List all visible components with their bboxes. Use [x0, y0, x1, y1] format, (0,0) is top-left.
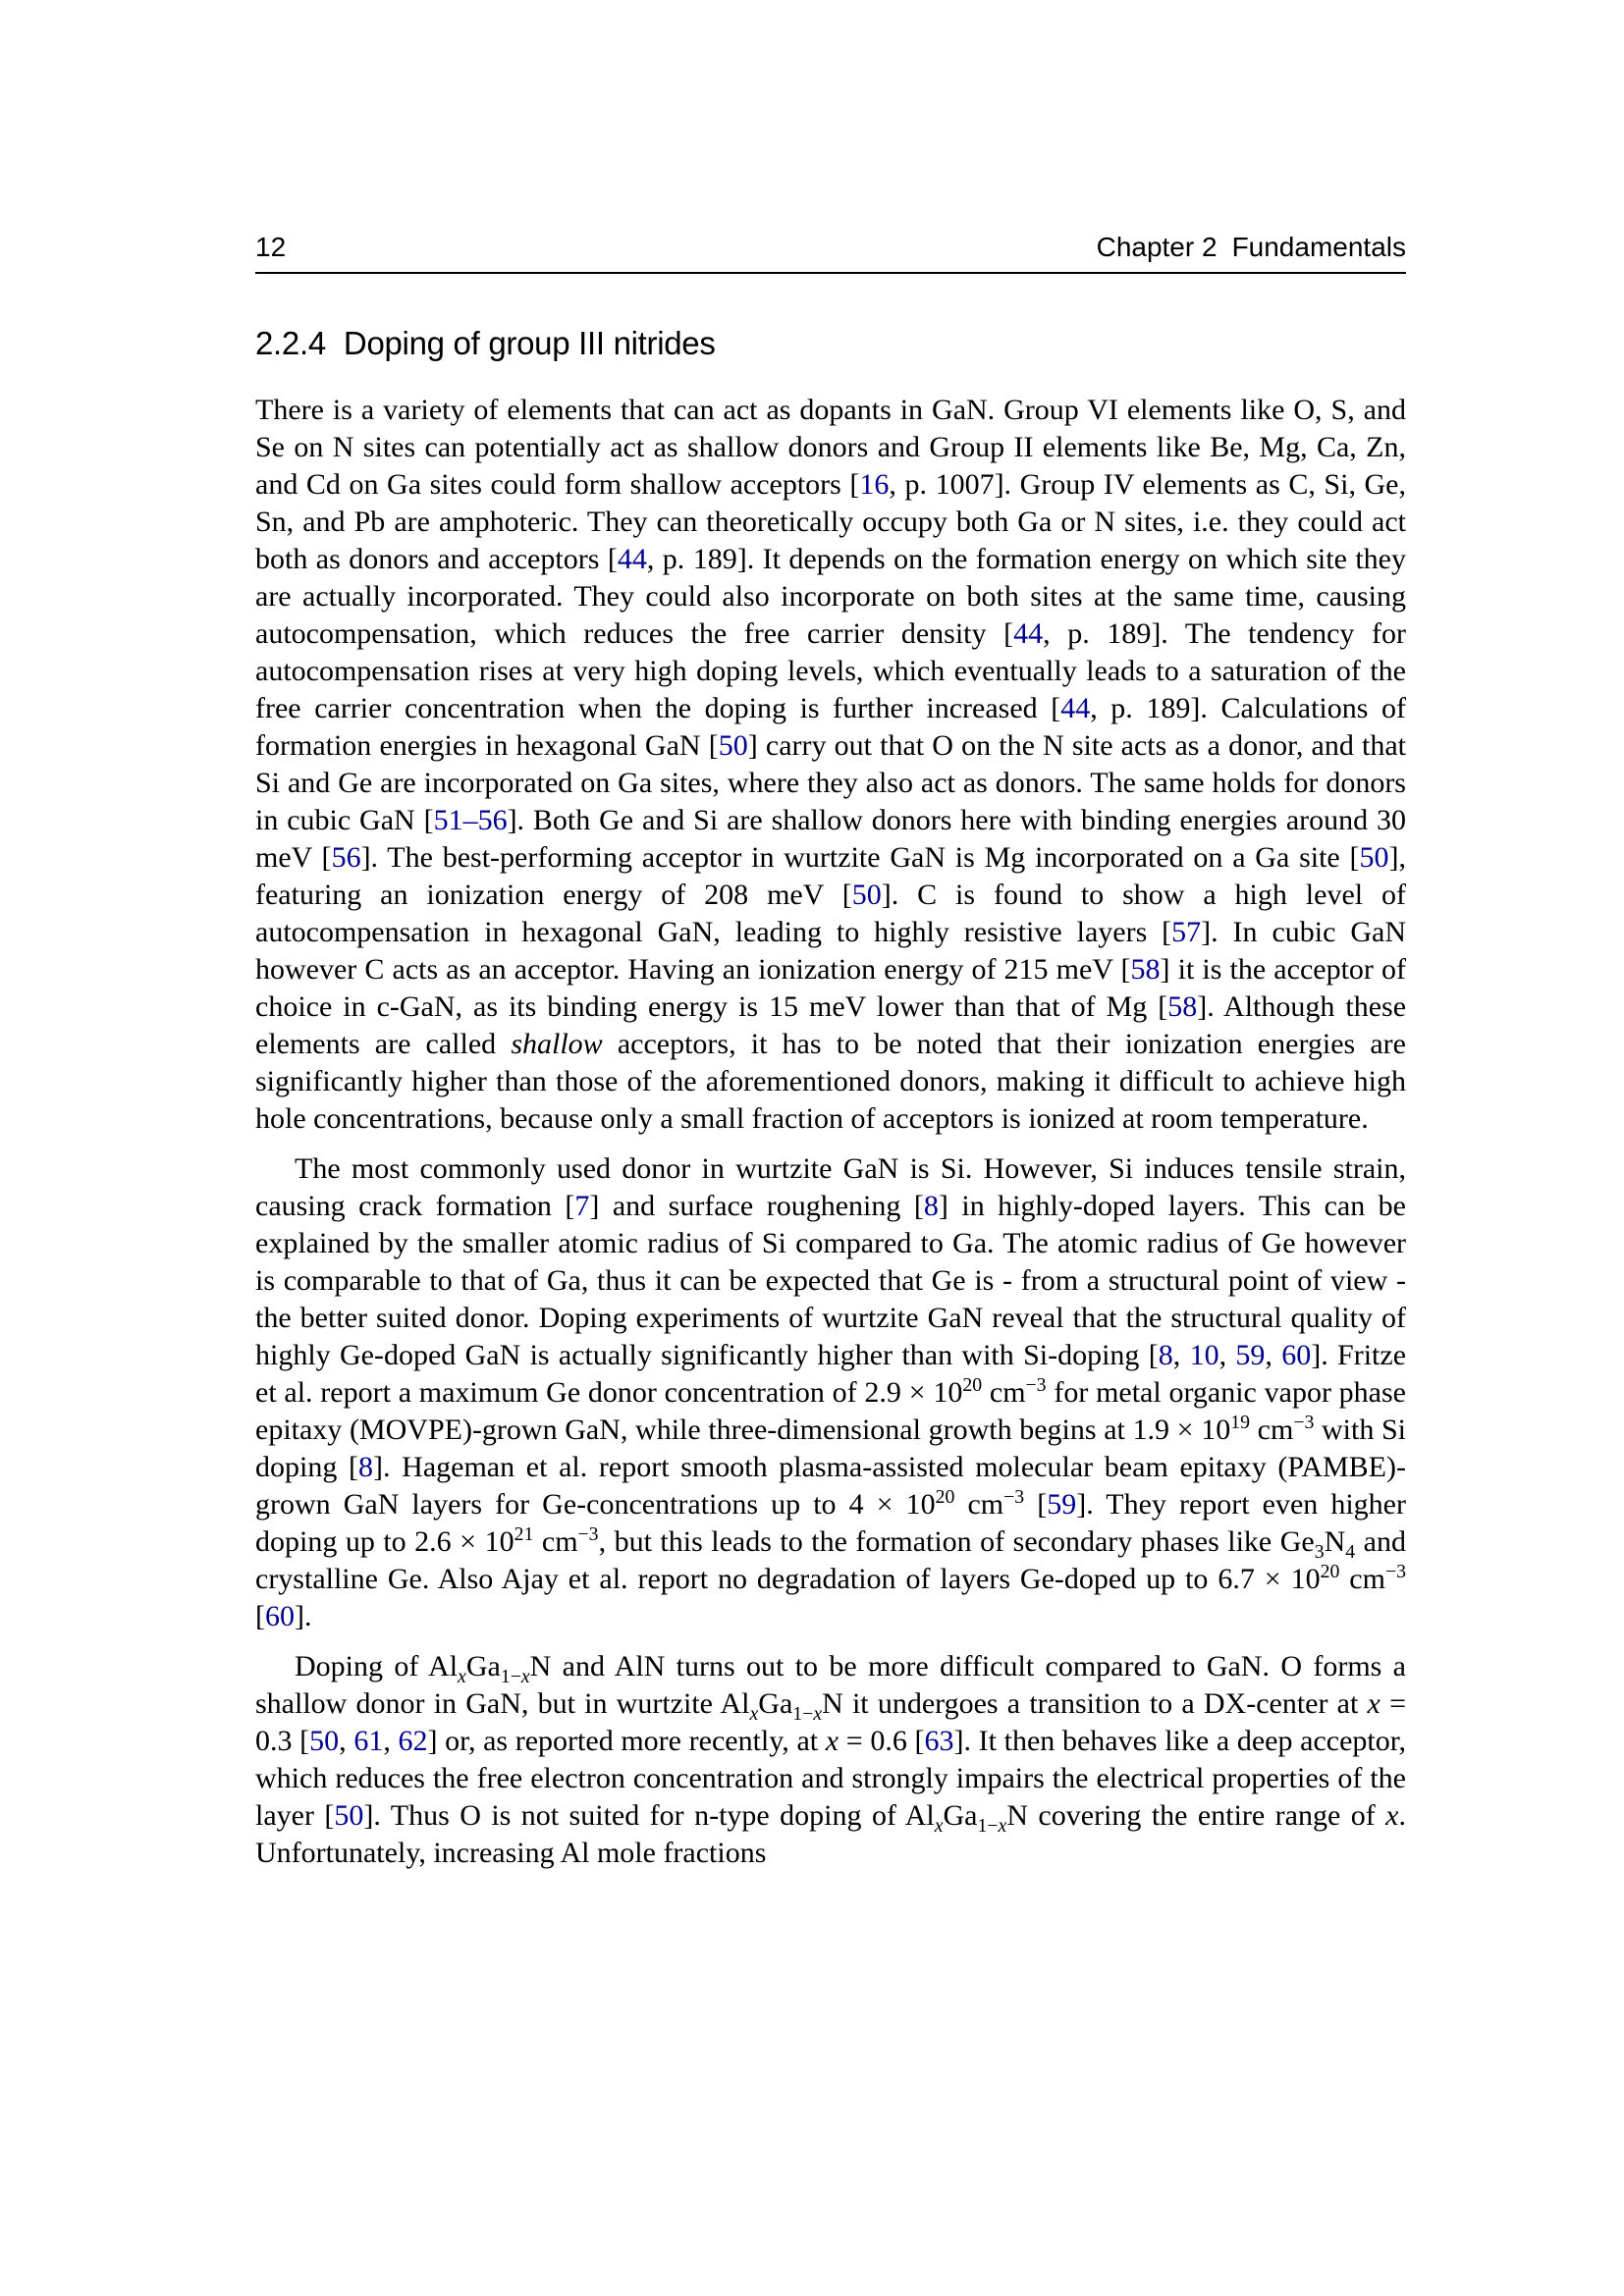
citation-link[interactable]: 16	[859, 467, 890, 501]
text-run: −3	[577, 1522, 599, 1545]
text-run: 3	[1314, 1540, 1325, 1563]
text-run: ]. Both Ge and Si are shallow donors here with binding energies around 30 meV [	[255, 803, 1406, 874]
text-run: = 0.3 [	[255, 1686, 1406, 1757]
text-run: [	[255, 1599, 265, 1632]
citation-link[interactable]: 57	[1171, 915, 1202, 948]
text-run: 21	[514, 1522, 534, 1545]
text-run: −3	[1003, 1485, 1025, 1508]
text-run: x	[825, 1724, 839, 1757]
text-run: 1−	[977, 1814, 999, 1837]
text-run: ].	[295, 1599, 312, 1632]
text-run: , p. 189]. Calculations of formation energies in hexagonal GaN [	[255, 691, 1407, 762]
text-run: ] in highly-doped layers. This can be explained by the smaller atomic radius of Si compared to Ga. The atomic radius of Ge however is comparable to that of Ga, thus it can be expected that Ge is - from a structural point of view - the better suited donor. Doping experiments of wurtzite GaN reveal that the structural quality of highly Ge-doped GaN is actually significantly higher than with Si-doping [	[255, 1189, 1407, 1371]
text-run: . Unfortunately, increasing Al mole fractions	[255, 1798, 1406, 1869]
citation-link[interactable]: 44	[1060, 691, 1091, 724]
page-number: 12	[255, 232, 287, 262]
section-title: Doping of group III nitrides	[343, 325, 716, 361]
text-run: cm	[954, 1487, 1004, 1521]
text-run: ,	[1265, 1338, 1282, 1371]
paragraph	[255, 392, 1406, 1138]
running-head	[1097, 234, 1406, 261]
page-header	[255, 234, 1406, 272]
paragraph	[255, 1648, 1406, 1872]
citation-link[interactable]: 8	[1158, 1338, 1173, 1371]
citation-link[interactable]: 58	[1167, 989, 1198, 1023]
text-run: x	[458, 1665, 466, 1687]
text-run: ,	[1218, 1338, 1236, 1371]
text-run: 20	[962, 1373, 983, 1396]
text-run: 20	[1320, 1560, 1340, 1582]
text-run: x	[520, 1665, 530, 1687]
text-run: 19	[1230, 1411, 1250, 1433]
citation-link[interactable]: 8	[358, 1450, 373, 1483]
text-run: −3	[1384, 1560, 1406, 1582]
text-run: , p. 189]. It depends on the formation energy on which site they are actually incorporated. They could also incorporate on both sites at the same time, causing autocompensation, which reduces the free carrier density [	[255, 542, 1406, 650]
text-run: and crystalline Ge. Also Ajay et al. report no degradation of layers Ge-doped up to 6.7 × 10	[255, 1524, 1407, 1595]
text-run: Ga	[943, 1798, 978, 1832]
citation-link[interactable]: 44	[1013, 616, 1044, 650]
text-run: ] and surface roughening [	[589, 1189, 924, 1222]
text-run: ]. It then behaves like a deep acceptor, which reduces the free electron concentration and strongly impairs the electrical properties of the layer [	[255, 1724, 1407, 1832]
citation-link[interactable]: 50	[309, 1724, 340, 1757]
text-run: ] it is the acceptor of choice in c-GaN, as its binding energy is 15 meV lower than that of Mg [	[255, 952, 1406, 1023]
text-run: ,	[339, 1724, 354, 1757]
text-run: −3	[1025, 1373, 1047, 1396]
text-run: 4	[1345, 1540, 1356, 1563]
text-run: x	[1385, 1798, 1399, 1832]
text-run: [	[1024, 1487, 1048, 1521]
citation-link[interactable]: 10	[1189, 1338, 1219, 1371]
body-text	[255, 392, 1406, 1872]
header-rule	[255, 272, 1406, 274]
text-run: 1−	[792, 1702, 814, 1725]
citation-link[interactable]: 44	[617, 542, 647, 575]
text-run: with Si doping [	[255, 1413, 1407, 1483]
citation-link[interactable]: 61	[353, 1724, 384, 1757]
text-run: ]. Although these elements are called	[255, 989, 1407, 1060]
section-number: 2.2.4	[255, 325, 326, 361]
text-run: −3	[1293, 1411, 1315, 1433]
text-run: ]. The best-performing acceptor in wurtzite GaN is Mg incorporated on a Ga site [	[360, 840, 1360, 874]
text-run: acceptors, it has to be noted that their ionization energies are significantly higher than those of the aforementioned donors, making it difficult to achieve high hole concentrations, because only a small fraction of acceptors is ionized at room temperature.	[255, 1027, 1406, 1135]
chapter-title: Fundamentals	[1231, 232, 1406, 262]
citation-link[interactable]: 60	[1281, 1338, 1312, 1371]
text-run: cm	[982, 1375, 1026, 1409]
text-run: x	[934, 1814, 944, 1837]
text-run: There is a variety of elements that can act as dopants in GaN. Group VI elements like O, S, and Se on N sites can potentially act as shallow donors and Group II elements like Be, Mg, Ca, Zn, and Cd on Ga sites could form shallow acceptors [	[255, 393, 1406, 501]
text-run: x	[749, 1702, 759, 1725]
text-run: ]. They report even higher doping up to 2.6 × 10	[255, 1487, 1406, 1558]
text-run: ]. Fritze et al. report a maximum Ge donor concentration of 2.9 × 10	[255, 1338, 1407, 1409]
text-run: Ga	[758, 1686, 793, 1720]
section-heading	[255, 325, 1406, 362]
text-run: x	[998, 1814, 1007, 1837]
citation-link[interactable]: 59	[1235, 1338, 1266, 1371]
text-run: ] carry out that O on the N site acts as a donor, and that Si and Ge are incorporated on Ga sites, where they also act as donors. The same holds for donors in cubic GaN [	[255, 728, 1406, 836]
text-run: N covering the entire range of	[1006, 1798, 1386, 1832]
citation-link[interactable]: 62	[398, 1724, 428, 1757]
citation-link[interactable]: 50	[1359, 840, 1389, 874]
citation-link[interactable]: 59	[1047, 1487, 1077, 1521]
text-run: cm	[1339, 1562, 1385, 1595]
text-run: x	[1367, 1686, 1380, 1720]
citation-link[interactable]: 63	[924, 1724, 954, 1757]
citation-link[interactable]: 56	[331, 840, 361, 874]
text-run: shallow	[511, 1027, 603, 1060]
chapter-label: Chapter 2	[1096, 232, 1218, 262]
text-run: Ga	[465, 1649, 501, 1682]
text-run: , p. 1007]. Group IV elements as C, Si, Ge, Sn, and Pb are amphoteric. They can theoretically occupy both Ga or N sites, i.e. they could act both as donors and acceptors [	[255, 467, 1407, 575]
citation-link[interactable]: 50	[334, 1798, 364, 1832]
text-run: N and AlN turns out to be more difficult compared to GaN. O forms a shallow donor in GaN, but in wurtzite Al	[255, 1649, 1406, 1720]
text-run: N it undergoes a transition to a DX-center at	[822, 1686, 1368, 1720]
page	[255, 234, 1406, 1885]
citation-link[interactable]: 58	[1130, 952, 1161, 986]
text-run: ]. In cubic GaN however C acts as an acceptor. Having an ionization energy of 215 meV [	[255, 915, 1406, 986]
citation-link[interactable]: 50	[718, 728, 748, 762]
paragraph	[255, 1150, 1406, 1635]
text-run: , p. 189]. The tendency for autocompensation rises at very high doping levels, which eventually leads to a saturation of the free carrier concentration when the doping is further increased [	[255, 616, 1406, 724]
text-run: x	[813, 1702, 823, 1725]
text-run: ]. C is found to show a high level of autocompensation in hexagonal GaN, leading to highly resistive layers [	[255, 878, 1406, 948]
text-run: ]. Thus O is not suited for n-type doping of Al	[363, 1798, 935, 1832]
text-run: The most commonly used donor in wurtzite GaN is Si. However, Si induces tensile strain, causing crack formation [	[255, 1151, 1406, 1222]
text-run: for metal organic vapor phase epitaxy (MOVPE)-grown GaN, while three-dimensional growth begins at 1.9 × 10	[255, 1375, 1406, 1446]
citation-link[interactable]: 60	[265, 1599, 295, 1632]
citation-link[interactable]: 7	[574, 1189, 590, 1222]
text-run: , but this leads to the formation of secondary phases like Ge	[598, 1524, 1315, 1558]
text-run: 20	[935, 1485, 955, 1508]
text-run: ]. Hageman et al. report smooth plasma-assisted molecular beam epitaxy (PAMBE)-grown GaN layers for Ge-concentrations up to 4 × 10	[255, 1450, 1406, 1521]
text-run: ,	[1172, 1338, 1190, 1371]
text-run: Doping of Al	[295, 1649, 459, 1682]
text-run: cm	[533, 1524, 578, 1558]
citation-link[interactable]: 51–56	[433, 803, 508, 836]
text-run: N	[1324, 1524, 1346, 1558]
text-run: ] or, as reported more recently, at	[427, 1724, 826, 1757]
citation-link[interactable]: 8	[923, 1189, 939, 1222]
text-run: 1−	[500, 1665, 521, 1687]
text-run: ,	[383, 1724, 399, 1757]
text-run: = 0.6 [	[839, 1724, 925, 1757]
citation-link[interactable]: 50	[851, 878, 882, 911]
text-run: cm	[1250, 1413, 1294, 1446]
text-run: ], featuring an ionization energy of 208 meV [	[255, 840, 1407, 911]
